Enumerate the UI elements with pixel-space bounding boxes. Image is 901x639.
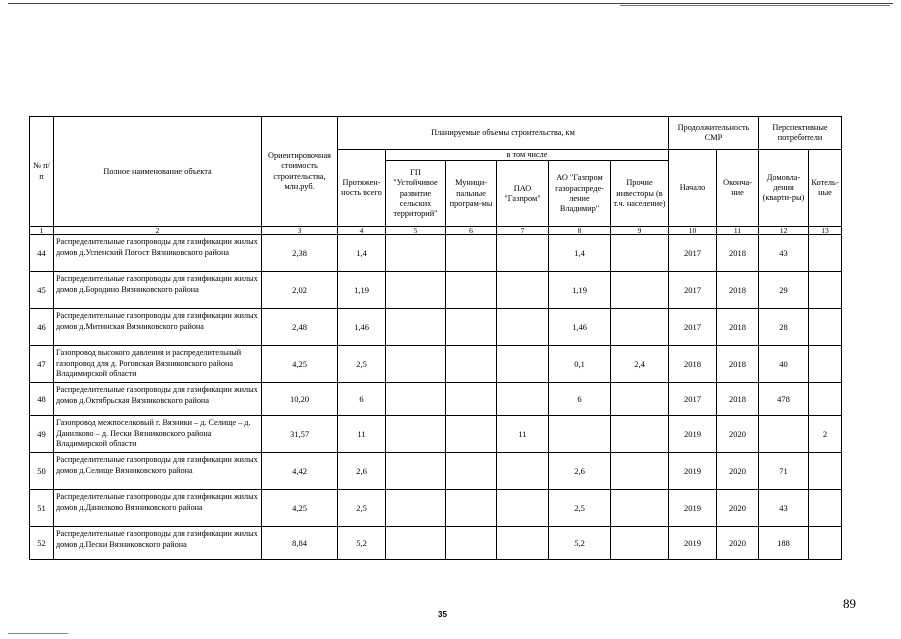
- object-name: Распределительные газопроводы для газификации жилых домов д.Октябрьская Вязниковского района: [54, 383, 262, 416]
- cell-gp: [386, 309, 446, 346]
- cell-gp: [386, 453, 446, 490]
- cell-cost: 31,57: [262, 416, 338, 453]
- cell-ao: 5,2: [549, 527, 611, 560]
- cell-muni: [446, 416, 497, 453]
- cell-end: 2020: [717, 416, 759, 453]
- cell-other: [611, 272, 669, 309]
- cell-start: 2017: [669, 309, 717, 346]
- cell-households: 43: [759, 490, 809, 527]
- object-name: Газопровод межпоселковый г. Вязники – д. Селище – д. Данилково – д. Пески Вязниковского района Владимирской области: [54, 416, 262, 453]
- header-name: Полное наименование объекта: [54, 117, 262, 227]
- header-duration: Продолжительность СМР: [669, 117, 759, 150]
- cell-boilers: [809, 309, 842, 346]
- object-name: Распределительные газопроводы для газификации жилых домов д.Данилково Вязниковского района: [54, 490, 262, 527]
- cell-pao: [497, 453, 549, 490]
- cell-boilers: [809, 453, 842, 490]
- table-row: [30, 346, 842, 383]
- cell-cost: 2,02: [262, 272, 338, 309]
- cell-gp: [386, 272, 446, 309]
- cell-pao: [497, 309, 549, 346]
- cell-total: 1,46: [338, 309, 386, 346]
- cell-start: 2017: [669, 272, 717, 309]
- header-total: Протяжен-ность всего: [338, 150, 386, 227]
- header-pao: ПАО "Газпром": [497, 161, 549, 227]
- cell-pao: [497, 346, 549, 383]
- header-planned: Планируемые объемы строительства, км: [338, 117, 669, 150]
- cell-ao: 1,46: [549, 309, 611, 346]
- cell-pao: [497, 527, 549, 560]
- cell-other: [611, 416, 669, 453]
- cell-pao: [497, 272, 549, 309]
- table-row: [30, 235, 842, 272]
- cell-start: 2019: [669, 527, 717, 560]
- cell-end: 2020: [717, 490, 759, 527]
- cell-muni: [446, 527, 497, 560]
- cell-gp: [386, 346, 446, 383]
- cell-ao: 0,1: [549, 346, 611, 383]
- cell-households: 40: [759, 346, 809, 383]
- cell-households: 29: [759, 272, 809, 309]
- cell-muni: [446, 272, 497, 309]
- header-other: Прочие инвесторы (в т.ч. население): [611, 161, 669, 227]
- cell-ao: 1,19: [549, 272, 611, 309]
- object-name: Распределительные газопроводы для газификации жилых домов д.Митинская Вязниковского района: [54, 309, 262, 346]
- cell-cost: 4,42: [262, 453, 338, 490]
- colnum: 6: [446, 227, 497, 235]
- cell-total: 2,5: [338, 346, 386, 383]
- cell-households: 43: [759, 235, 809, 272]
- cell-total: 6: [338, 383, 386, 416]
- cell-households: [759, 416, 809, 453]
- page-number-right: 89: [843, 596, 856, 611]
- row-number: 44: [30, 235, 54, 272]
- colnum: 13: [809, 227, 842, 235]
- cell-cost: 8,84: [262, 527, 338, 560]
- cell-cost: 4,25: [262, 490, 338, 527]
- cell-total: 2,5: [338, 490, 386, 527]
- row-number: 49: [30, 416, 54, 453]
- cell-end: 2018: [717, 383, 759, 416]
- table-row: [30, 527, 842, 560]
- row-number: 48: [30, 383, 54, 416]
- cell-households: 478: [759, 383, 809, 416]
- cell-start: 2018: [669, 346, 717, 383]
- cell-total: 1,19: [338, 272, 386, 309]
- cell-muni: [446, 453, 497, 490]
- cell-ao: 2,5: [549, 490, 611, 527]
- colnum: 12: [759, 227, 809, 235]
- colnum: 11: [717, 227, 759, 235]
- cell-cost: 10,20: [262, 383, 338, 416]
- cell-ao: 1,4: [549, 235, 611, 272]
- cell-ao: [549, 416, 611, 453]
- cell-other: [611, 235, 669, 272]
- cell-end: 2020: [717, 453, 759, 490]
- cell-households: 71: [759, 453, 809, 490]
- cell-boilers: [809, 346, 842, 383]
- colnum: 9: [611, 227, 669, 235]
- cell-end: 2020: [717, 527, 759, 560]
- table-row: [30, 490, 842, 527]
- colnum: 10: [669, 227, 717, 235]
- row-number: 45: [30, 272, 54, 309]
- colnum: 4: [338, 227, 386, 235]
- colnum: 3: [262, 227, 338, 235]
- cell-pao: [497, 490, 549, 527]
- object-name: Распределительные газопроводы для газификации жилых домов д.Успенский Погост Вязниковского района: [54, 235, 262, 272]
- cell-gp: [386, 383, 446, 416]
- cell-total: 5,2: [338, 527, 386, 560]
- cell-total: 2,6: [338, 453, 386, 490]
- cell-pao: [497, 383, 549, 416]
- cell-ao: 2,6: [549, 453, 611, 490]
- header-consumers: Перспективные потребители: [759, 117, 842, 150]
- object-name: Распределительные газопроводы для газификации жилых домов д.Пески Вязниковского района: [54, 527, 262, 560]
- header-cost: Ориентировочная стоимость строительства, млн.руб.: [262, 117, 338, 227]
- cell-end: 2018: [717, 235, 759, 272]
- header-gp: ГП "Устойчивое развитие сельских территорий": [386, 161, 446, 227]
- cell-boilers: [809, 383, 842, 416]
- cell-other: [611, 383, 669, 416]
- cell-boilers: [809, 490, 842, 527]
- cell-other: [611, 309, 669, 346]
- cell-boilers: 2: [809, 416, 842, 453]
- row-number: 52: [30, 527, 54, 560]
- bottom-rule: [8, 633, 68, 634]
- cell-other: [611, 527, 669, 560]
- header-row-1: [30, 117, 842, 150]
- cell-boilers: [809, 272, 842, 309]
- header-num: № п/п: [30, 117, 54, 227]
- cell-end: 2018: [717, 272, 759, 309]
- cell-cost: 4,25: [262, 346, 338, 383]
- cell-other: 2,4: [611, 346, 669, 383]
- cell-total: 11: [338, 416, 386, 453]
- cell-start: 2019: [669, 490, 717, 527]
- colnum: 2: [54, 227, 262, 235]
- cell-end: 2018: [717, 309, 759, 346]
- cell-boilers: [809, 527, 842, 560]
- table-row: [30, 416, 842, 453]
- header-boilers: Котель-ные: [809, 150, 842, 227]
- cell-gp: [386, 490, 446, 527]
- row-number: 46: [30, 309, 54, 346]
- cell-muni: [446, 346, 497, 383]
- cell-cost: 2,48: [262, 309, 338, 346]
- object-name: Распределительные газопроводы для газификации жилых домов д.Селище Вязниковского района: [54, 453, 262, 490]
- row-number: 47: [30, 346, 54, 383]
- row-number: 50: [30, 453, 54, 490]
- table-row: [30, 383, 842, 416]
- colnum: 8: [549, 227, 611, 235]
- cell-cost: 2,38: [262, 235, 338, 272]
- header-muni: Муници-пальные програм-мы: [446, 161, 497, 227]
- table-row: [30, 272, 842, 309]
- colnum: 1: [30, 227, 54, 235]
- cell-households: 28: [759, 309, 809, 346]
- data-body: [30, 235, 842, 560]
- cell-pao: [497, 235, 549, 272]
- header-households: Домовла-дения (кварти-ры): [759, 150, 809, 227]
- cell-gp: [386, 527, 446, 560]
- header-start: Начало: [669, 150, 717, 227]
- header-including: в том числе: [386, 150, 669, 161]
- colnum: 5: [386, 227, 446, 235]
- cell-muni: [446, 490, 497, 527]
- table-row: [30, 309, 842, 346]
- cell-gp: [386, 235, 446, 272]
- cell-boilers: [809, 235, 842, 272]
- cell-muni: [446, 235, 497, 272]
- colnum: 7: [497, 227, 549, 235]
- cell-start: 2017: [669, 383, 717, 416]
- table-row: [30, 453, 842, 490]
- object-name: Газопровод высокого давления и распределительный газопровод для д. Роговская Вязниковского района Владимирской области: [54, 346, 262, 383]
- header-ao: АО "Газпром газораспреде-ление Владимир": [549, 161, 611, 227]
- cell-pao: 11: [497, 416, 549, 453]
- top-rule: [8, 3, 893, 4]
- cell-muni: [446, 309, 497, 346]
- header-end: Оконча-ние: [717, 150, 759, 227]
- cell-other: [611, 453, 669, 490]
- cell-start: 2019: [669, 453, 717, 490]
- cell-total: 1,4: [338, 235, 386, 272]
- cell-start: 2019: [669, 416, 717, 453]
- top-rule-secondary: [620, 5, 890, 6]
- cell-households: 188: [759, 527, 809, 560]
- object-name: Распределительные газопроводы для газификации жилых домов д.Бородино Вязниковского района: [54, 272, 262, 309]
- cell-other: [611, 490, 669, 527]
- cell-end: 2018: [717, 346, 759, 383]
- column-number-row: [30, 227, 842, 235]
- cell-ao: 6: [549, 383, 611, 416]
- cell-muni: [446, 383, 497, 416]
- cell-start: 2017: [669, 235, 717, 272]
- page-number-center: 35: [438, 610, 447, 619]
- cell-gp: [386, 416, 446, 453]
- construction-table: [29, 116, 842, 560]
- row-number: 51: [30, 490, 54, 527]
